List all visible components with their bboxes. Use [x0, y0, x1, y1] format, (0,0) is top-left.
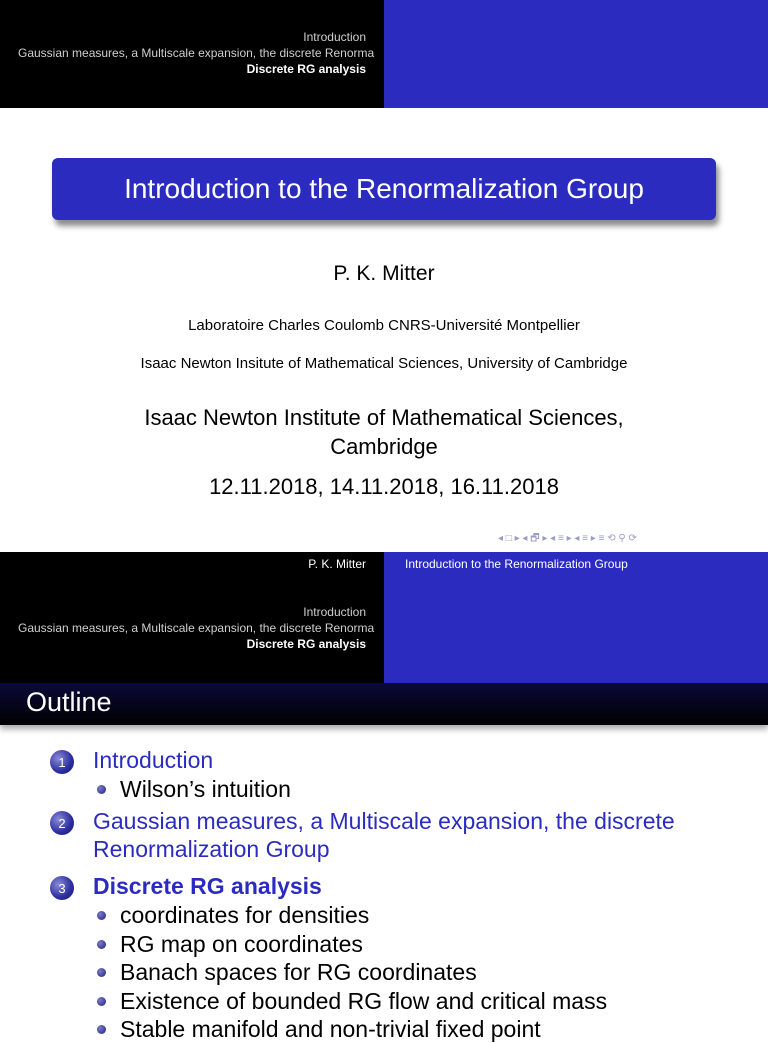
footer-author: P. K. Mitter	[308, 557, 366, 571]
footer-title: Introduction to the Renormalization Group	[405, 557, 628, 571]
outline-sub-stable-manifold[interactable]: Stable manifold and non-trivial fixed point	[120, 1016, 541, 1042]
slide1-header-right	[384, 0, 768, 108]
section-number-2: 2	[50, 811, 74, 835]
outline-sub-coordinates[interactable]: coordinates for densities	[120, 902, 370, 928]
slide2-nav-section-discrete[interactable]: Discrete RG analysis	[246, 637, 366, 651]
bullet-icon	[97, 911, 106, 920]
dates: 12.11.2018, 14.11.2018, 16.11.2018	[209, 474, 559, 499]
slide1-nav-section-discrete[interactable]: Discrete RG analysis	[246, 62, 366, 76]
bullet-icon	[97, 997, 106, 1006]
bullet-icon	[97, 968, 106, 977]
outline-section-gaussian-line1[interactable]: Gaussian measures, a Multiscale expansion, the discrete	[93, 808, 675, 834]
outline-section-gaussian-line2[interactable]: Renormalization Group	[93, 836, 330, 862]
section-number-1: 1	[50, 750, 74, 774]
outline-sub-banach[interactable]: Banach spaces for RG coordinates	[120, 959, 477, 985]
slide2-header-right	[384, 576, 768, 683]
slide-title: Introduction to the Renormalization Group	[52, 158, 716, 220]
bullet-icon	[97, 785, 106, 794]
outline-sub-existence[interactable]: Existence of bounded RG flow and critical mass	[120, 988, 608, 1014]
slide2-nav-section-introduction[interactable]: Introduction	[303, 605, 366, 619]
outline-sub-wilson[interactable]: Wilson’s intuition	[120, 776, 291, 802]
venue-line-1: Isaac Newton Institute of Mathematical Sciences,	[144, 405, 624, 430]
venue-line-2: Cambridge	[330, 434, 438, 459]
outline-section-introduction[interactable]: Introduction	[93, 747, 214, 773]
frame-title: Outline	[26, 687, 112, 717]
author: P. K. Mitter	[333, 262, 435, 285]
affiliation-1: Laboratoire Charles Coulomb CNRS-Université Montpellier	[188, 317, 580, 334]
outline-sub-rg-map[interactable]: RG map on coordinates	[120, 931, 363, 957]
affiliation-2: Isaac Newton Insitute of Mathematical Sciences, University of Cambridge	[140, 355, 628, 372]
frame-title-bar	[0, 683, 768, 725]
bullet-icon	[97, 1025, 106, 1034]
outline-section-discrete[interactable]: Discrete RG analysis	[93, 873, 322, 899]
slide1-nav-section-introduction[interactable]: Introduction	[303, 30, 366, 44]
navigation-symbols[interactable]: ◂ □ ▸ ◂ 🗗 ▸ ◂ ≡ ▸ ◂ ≡ ▸ ≡ ⟲ ⚲ ⟳	[498, 533, 637, 544]
slide2-nav-section-gaussian[interactable]: Gaussian measures, a Multiscale expansion, the discrete Renorma	[18, 621, 375, 635]
slide1-nav-section-gaussian[interactable]: Gaussian measures, a Multiscale expansion, the discrete Renorma	[18, 46, 375, 60]
bullet-icon	[97, 940, 106, 949]
section-number-3: 3	[50, 876, 74, 900]
